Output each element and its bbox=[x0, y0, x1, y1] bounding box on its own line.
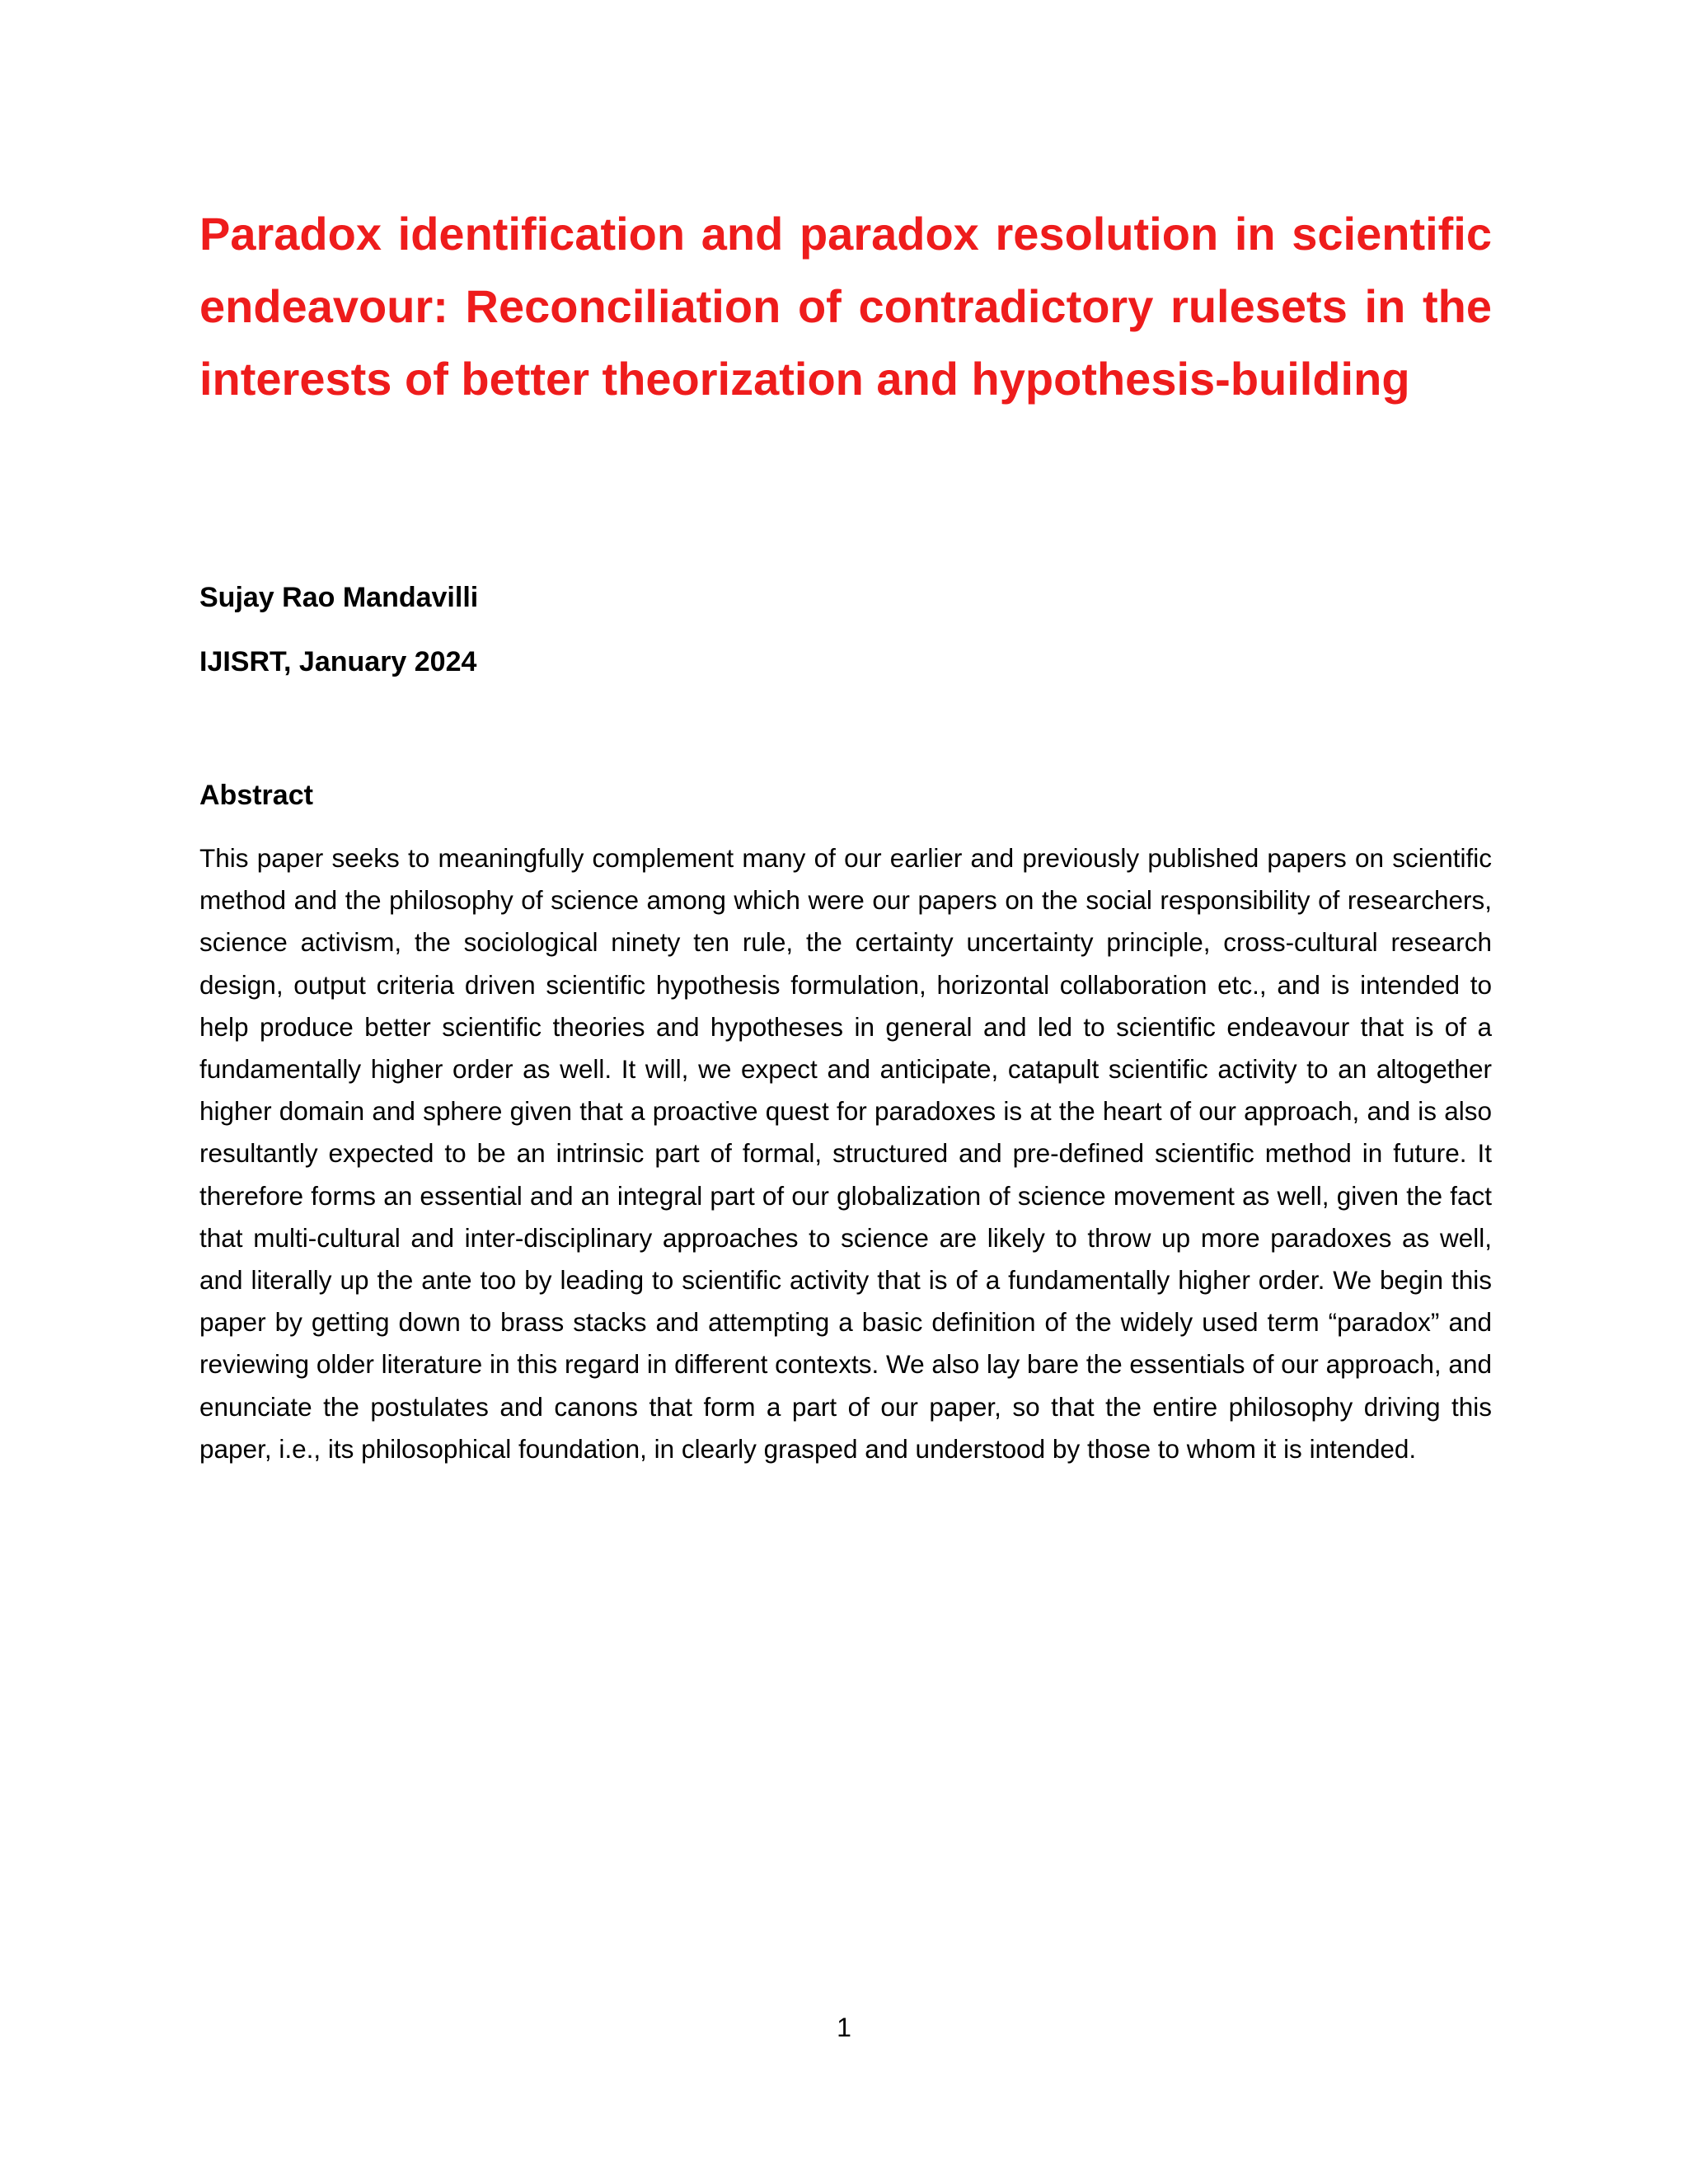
publication-venue: IJISRT, January 2024 bbox=[199, 646, 477, 677]
page-number: 1 bbox=[837, 2013, 851, 2042]
abstract-heading: Abstract bbox=[199, 780, 313, 811]
abstract-body: This paper seeks to meaningfully complement many of our earlier and previously published papers on scientific method and the philosophy of science among which were our papers on the social responsibility of researchers, science activism, the sociological ninety ten rule, the certainty uncertainty principle, cross-cultural research design, output criteria driven scientific hypothesis formulation, horizontal collaboration etc., and is intended to help produce better scientific theories and hypotheses in general and led to scientific endeavour that is of a fundamentally higher order as well. It will, we expect and anticipate, catapult scientific activity to an altogether higher domain and sphere given that a proactive quest for paradoxes is at the heart of our approach, and is also resultantly expected to be an intrinsic part of formal, structured and pre-defined scientific method in future. It therefore forms an essential and an integral part of our globalization of science movement as well, given the fact that multi-cultural and inter-disciplinary approaches to science are likely to throw up more paradoxes as well, and literally up the ante too by leading to scientific activity that is of a fundamentally higher order. We begin this paper by getting down to brass stacks and attempting a basic definition of the widely used term “paradox” and reviewing older literature in this regard in different contexts. We also lay bare the essentials of our approach, and enunciate the postulates and canons that form a part of our paper, so that the entire philosophy driving this paper, i.e., its philosophical foundation, in clearly grasped and understood by those to whom it is intended. bbox=[199, 843, 1492, 1464]
paper-title: Paradox identification and paradox resolution in scientific endeavour: Reconciliation of contradictory rulesets in the interests of better theorization and hypothesis-building bbox=[199, 208, 1492, 405]
author-name: Sujay Rao Mandavilli bbox=[199, 582, 479, 613]
